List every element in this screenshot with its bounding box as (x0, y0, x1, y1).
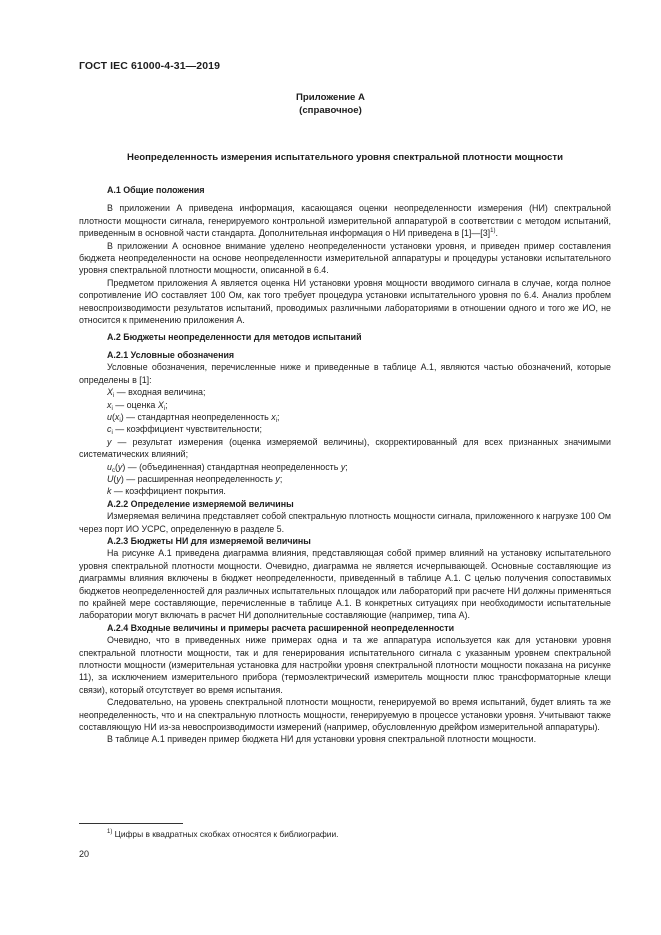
section-a1-paragraph-1: В приложении А приведена информация, касающаяся оценки неопределенности измерения (НИ) спектральной плотности мощности сигнала, генерируемого контрольной измерительной аппаратурой в соответствии с методом испытаний, приведенным в основной части стандарта. Дополнительная информация о НИ приведена в $[1]—[3]^{1)}$. (79, 203, 611, 239)
symbol-item: $x_i$ — оценка $X_i$; (107, 399, 168, 412)
symbol-item: k — коэффициент покрытия. (107, 486, 226, 497)
section-a23-paragraph: На рисунке А.1 приведена диаграмма влияния, представляющая собой пример влияний на установку испытательного уровня спектральной плотности мощности. Очевидно, диаграмма не является исчерпывающей. Основные составляющие из диаграммы влияния включены в бюджет неопределенности, приведенный в таблице А.1. С целью получения сопоставимых бюджетов неопределенностей для различных испытательных площадок или лабораторий при расчете НИ должны применяться по крайней мере составляющие, перечисленные в таблице А.1. В конкретных ситуациях при необходимости испытательные лаборатории могут включать в расчет НИ дополнительные составляющие (например, типа А). (79, 548, 611, 621)
symbol-item: $X_i$ — входная величина; (107, 387, 206, 400)
footnote: $^{1)}$ Цифры в квадратных скобках относятся к библиографии. (107, 829, 339, 839)
section-a2-heading: А.2 Бюджеты неопределенности для методов испытаний (107, 332, 362, 343)
document-body (79, 184, 611, 746)
symbol-item: $c_i$ — коэффициент чувствительности; (107, 424, 263, 437)
section-a21-intro: Условные обозначения, перечисленные ниже и приведенные в таблице А.1, являются частью обозначений, которые определены в [1]: (79, 362, 611, 385)
section-a1-paragraph-2: В приложении А основное внимание уделено неопределенности установки уровня, и приведен пример составления бюджета неопределенности на основе неопределенности измерительной аппаратуры и процедуры установки испытательного уровня спектральной плотности мощности, описанной в 6.4. (79, 240, 611, 276)
symbol-item: U(y) — расширенная неопределенность y; (107, 473, 283, 484)
section-a23-heading: А.2.3 Бюджеты НИ для измеряемой величины (107, 535, 311, 546)
section-a22-paragraph: Измеряемая величина представляет собой спектральную плотность мощности сигнала, приложенного к нагрузке 100 Ом через порт ИО УСРС, определенную в разделе 5. (79, 511, 611, 534)
section-a21-heading: А.2.1 Условные обозначения (107, 349, 235, 360)
footnote-divider (79, 823, 183, 824)
section-a24-paragraph-1: Очевидно, что в приведенных ниже примерах одна и та же аппаратура используется как для установки уровня спектральной плотности мощности, так и для генерирования испытательного сигнала с указанным уровнем спектральной плотности мощности (измерительная установка для настройки уровня спектральной плотности мощности показана на рисунке 11), за исключением измерительного прибора (термоэлектрический измеритель мощности плюс трансформаторные клещи связи), который отсутствует во время испытания. (79, 635, 611, 695)
annex-subtitle: (справочное) (299, 105, 362, 116)
section-a24-paragraph-2: Следовательно, на уровень спектральной плотности мощности, генерируемой во время испытаний, будет влиять та же неопределенность, что и на спектральную плотность мощности, генерируемую в процессе установки уровня. Учитывают также составляющую НИ из-за невоспроизводимости измерений (например, обусловленную дрейфом измерительной аппаратуры). (79, 697, 611, 733)
section-a1-heading: А.1 Общие положения (107, 185, 205, 195)
section-a22-heading: А.2.2 Определение измеряемой величины (107, 498, 294, 509)
main-title: Неопределенность измерения испытательного уровня спектральной плотности мощности (127, 152, 563, 163)
symbol-item: $u_c(y)$ — (объединенная) стандартная неопределенность y; (107, 461, 348, 474)
document-header: ГОСТ IEC 61000-4-31—2019 (79, 60, 221, 72)
symbol-item: y — результат измерения (оценка измеряемой величины), скорректированный для всех признанных значимыми систематических влияний; (79, 436, 611, 460)
section-a24-heading: А.2.4 Входные величины и примеры расчета расширенной неопределенности (107, 622, 455, 633)
page-number: 20 (79, 849, 90, 859)
section-a24-paragraph-3: В таблице А.1 приведен пример бюджета НИ для установки уровня спектральной плотности мощности. (107, 734, 537, 745)
section-a1-paragraph-3: Предметом приложения А является оценка НИ установки уровня мощности вводимого сигнала в случае, когда полное сопротивление ИО составляет 100 Ом, как того требует процедура установки испытательного уровня по 6.4. Анализ проблем невоспроизводимости результатов испытаний, проводимых различными лабораториями в отношении одного и того же ИО, не относится к применению приложения А. (79, 277, 611, 326)
symbol-item: $u(x_i)$ — стандартная неопределенность $x_i$; (107, 411, 280, 424)
annex-title: Приложение А (296, 92, 365, 103)
